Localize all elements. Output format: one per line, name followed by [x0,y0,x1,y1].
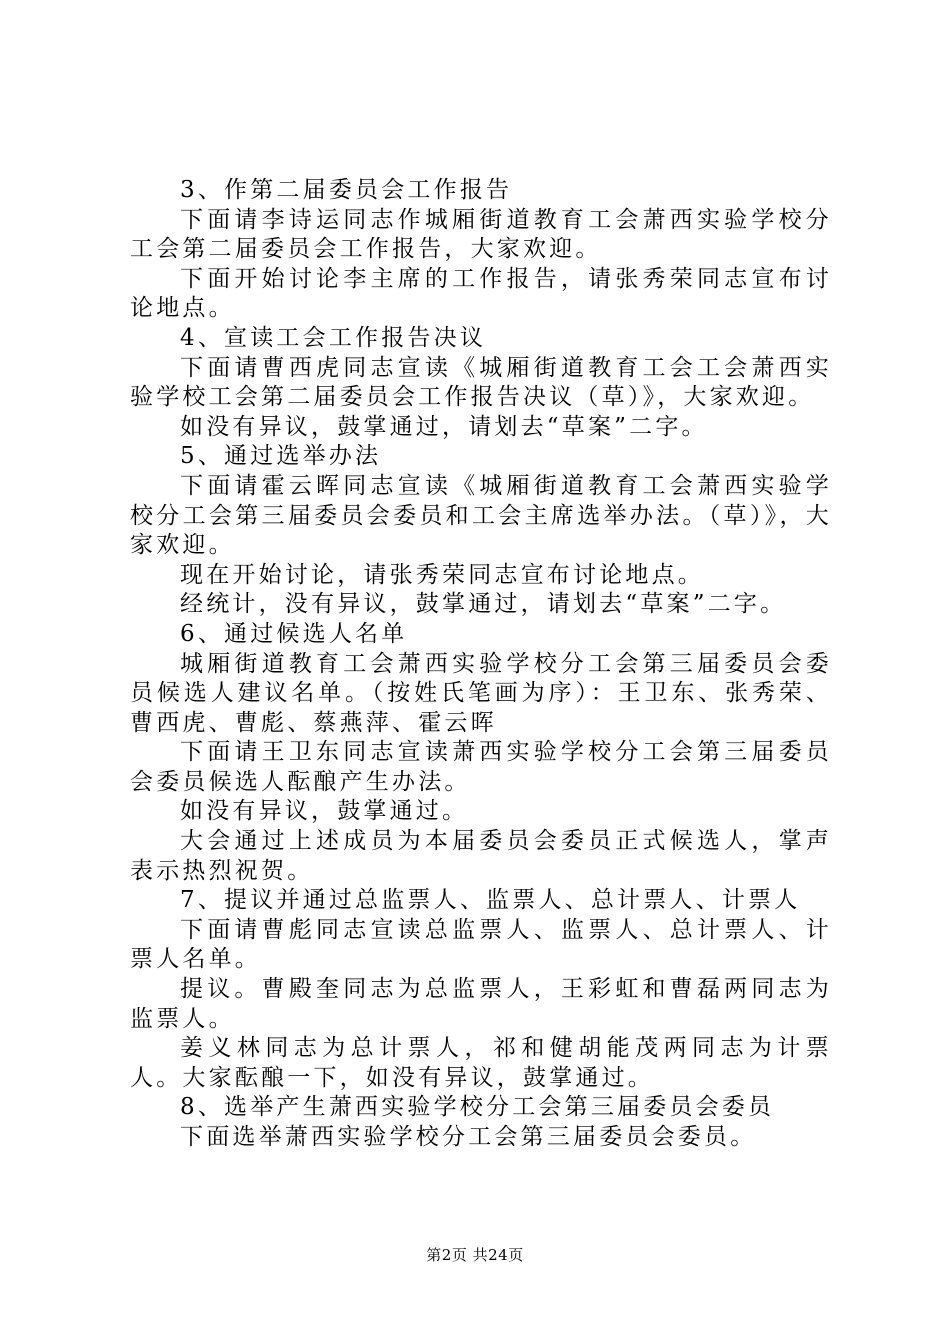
paragraph: 下面请霍云晖同志宣读《城厢街道教育工会萧西实验学校分工会第三届委员会委员和工会主席选举办法。（草）》，大家欢迎。 [130,472,832,559]
section-heading-6: 6、通过候选人名单 [180,620,408,647]
paragraph: 经统计，没有异议，鼓掌通过，请划去“草案”二字。 [180,591,787,618]
section-heading-3: 3、作第二届委员会工作报告 [180,177,513,203]
paragraph: 提议。曹殿奎同志为总监票人，王彩虹和曹磊两同志为监票人。 [130,976,832,1032]
paragraph: 下面请曹彪同志宣读总监票人、监票人、总计票人、计票人名单。 [130,916,832,973]
paragraph: 下面请王卫东同志宣读萧西实验学校分工会第三届委员会委员候选人酝酿产生办法。 [130,739,832,795]
paragraph: 大会通过上述成员为本届委员会委员正式候选人，掌声表示热烈祝贺。 [130,828,832,884]
paragraph: 如没有异议，鼓掌通过。 [180,798,469,825]
paragraph: 下面请李诗运同志作城厢街道教育工会萧西实验学校分工会第二届委员会工作报告，大家欢迎。 [130,206,832,263]
section-heading-4: 4、宣读工会工作报告决议 [180,324,487,351]
paragraph: 下面选举萧西实验学校分工会第三届委员会委员。 [180,1124,757,1150]
paragraph: 下面请曹西虎同志宣读《城厢街道教育工会工会萧西实验学校工会第二届委员会工作报告决议（草）》，大家欢迎。 [130,354,832,411]
page-number-footer: 第2页 共24页 [426,1246,524,1264]
section-heading-7: 7、提议并通过总监票人、监票人、总计票人、计票人 [180,887,801,914]
paragraph: 现在开始讨论，请张秀荣同志宣布讨论地点。 [180,561,704,588]
section-heading-5: 5、通过选举办法 [180,443,382,470]
paragraph: 如没有异议，鼓掌通过，请划去“草案”二字。 [180,413,708,440]
paragraph: 姜义林同志为总计票人，祁和健胡能茂两同志为计票人。大家酝酿一下，如没有异议，鼓掌通过。 [130,1035,832,1091]
paragraph: 城厢街道教育工会萧西实验学校分工会第三届委员会委员候选人建议名单。（按姓氏笔画为序）：王卫东、张秀荣、曹西虎、曹彪、蔡燕萍、霍云晖 [130,650,832,736]
section-heading-8: 8、选举产生萧西实验学校分工会第三届委员会委员 [180,1094,775,1121]
document-body [130,176,832,1153]
paragraph: 下面开始讨论李主席的工作报告，请张秀荣同志宣布讨论地点。 [130,265,832,322]
